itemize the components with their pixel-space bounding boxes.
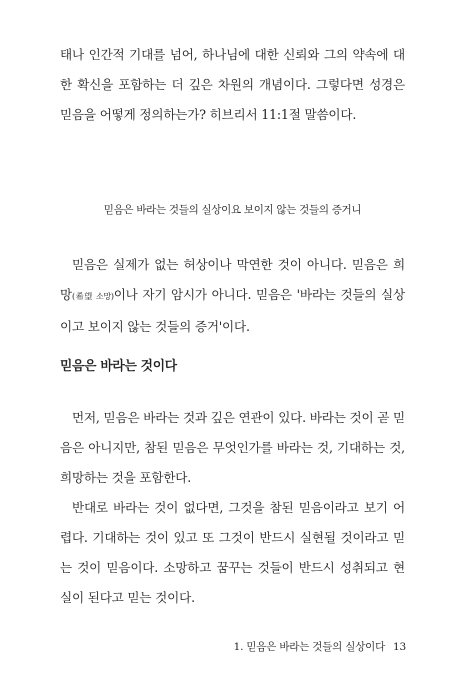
- page-number: 13: [393, 641, 406, 653]
- running-footer: [234, 638, 406, 656]
- hanja-annotation: (希望 소망): [71, 292, 114, 301]
- body-paragraph-2: 반대로 바라는 것이 없다면, 그것을 참된 믿음이라고 보기 어렵다. 기대하는 것이 있고 또 그것이 반드시 실현될 것이라고 믿는 것이 믿음이다. 소망하고 꿈꾸는 것들이 반드시 성취되고 현실이 된다고 믿는 것이다.: [60, 500, 405, 605]
- section-heading: 믿음은 바라는 것이다: [60, 359, 177, 374]
- chapter-number: 1.: [233, 641, 244, 653]
- definition-text-start: 믿음은 실제가 없는 허상이나 막연한 것이 아니다. 믿음은 희망: [60, 257, 405, 302]
- body-paragraph-1: 먼저, 믿음은 바라는 것과 깊은 연관이 있다. 바라는 것이 곧 믿음은 아니지만, 참된 믿음은 무엇인가를 바라는 것, 기대하는 것, 희망하는 것을 포함한다.: [60, 410, 405, 485]
- chapter-title: 믿음은 바라는 것들의 실상이다: [246, 641, 386, 653]
- definition-text-end: 이나 자기 암시가 아니다. 믿음은 '바라는 것들의 실상이고 보이지 않는 것들의 증거'이다.: [60, 287, 405, 334]
- definition-paragraph: [60, 250, 405, 342]
- intro-paragraph: 태나 인간적 기대를 넘어, 하나님에 대한 신뢰와 그의 약속에 대한 확신을 포함하는 더 깊은 차원의 개념이다. 그렇다면 성경은 믿음을 어떻게 정의하는가? 히브리서 11:1절 말씀이다.: [60, 47, 405, 122]
- scripture-quote: 믿음은 바라는 것들의 실상이요 보이지 않는 것들의 증거니: [103, 204, 362, 216]
